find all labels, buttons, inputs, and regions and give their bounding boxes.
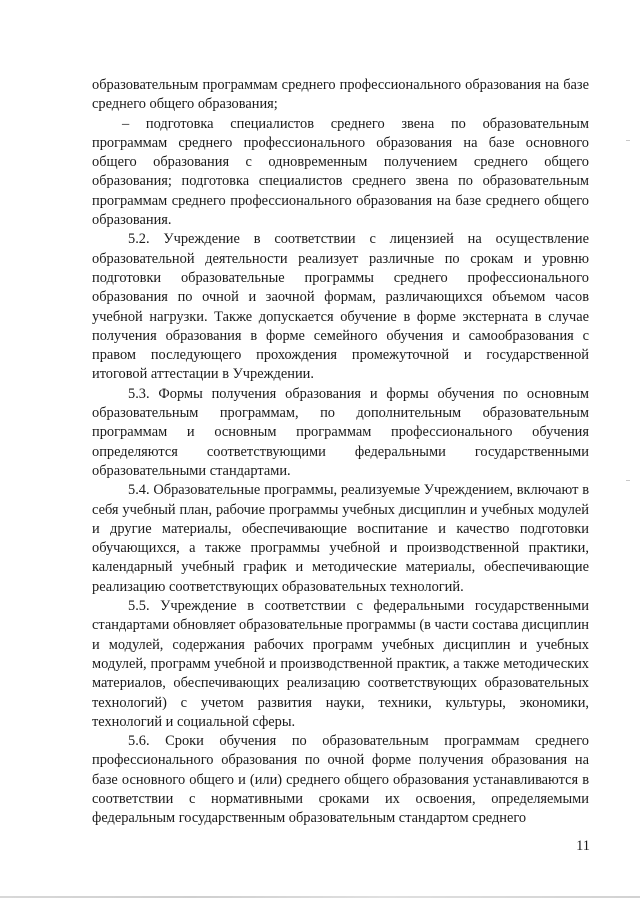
scan-edge-mark	[626, 480, 630, 481]
paragraph-5-4: 5.4. Образовательные программы, реализуемые Учреждением, включают в себя учебный план, рабочие программы учебных дисциплин и учебных модулей и другие материалы, обеспечивающие воспитание и качество подготовки обучающихся, а также программы учебной и производственной практики, календарный учебный график и методические материалы, обеспечивающие реализацию соответствующих образовательных технологий.	[92, 482, 589, 595]
paragraph-5-2: 5.2. Учреждение в соответствии с лицензией на осуществление образовательной деятельности реализует различные по срокам и уровню подготовки образовательные программы среднего профессионального образования по очной и заочной формам, различающихся объемом часов учебной нагрузки. Также допускается обучение в форме экстерната в случае получения образования в форме семейного обучения и самообразования с правом последующего прохождения промежуточной и государственной итоговой аттестации в Учреждении.	[92, 231, 589, 383]
paragraph-5-6: 5.6. Сроки обучения по образовательным программам среднего профессионального образования по очной форме получения образования на базе основного общего и (или) среднего общего образования устанавливаются в соответствии с нормативными сроками их освоения, определяемыми федеральным государственным образовательным стандартом среднего	[92, 733, 589, 827]
paragraph-continuation: образовательным программам среднего профессионального образования на базе среднего общего образования;	[92, 77, 589, 113]
paragraph-5-5: 5.5. Учреждение в соответствии с федеральными государственными стандартами обновляет образовательные программы (в части состава дисциплин и модулей, содержания рабочих программ учебных дисциплин и учебных модулей, программ учебной и производственной практик, а также методических материалов, обеспечивающих реализацию соответствующих образовательных технологий) с учетом развития науки, техники, культуры, экономики, технологий и социальной сферы.	[92, 598, 590, 730]
paragraph-list-item: – подготовка специалистов среднего звена по образовательным программам среднего профессионального образования на базе основного общего образования с одновременным получением среднего общего образования; подготовка специалистов среднего звена по образовательным программам среднего профессионального образования на базе среднего общего образования.	[92, 115, 589, 229]
page-number: 11	[576, 838, 590, 854]
scan-bottom-edge	[0, 896, 640, 898]
paragraph-5-3: 5.3. Формы получения образования и формы обучения по основным образовательным программам, по дополнительным образовательным программам и основным программам профессионального обучения определяются соответствующими федеральными государственными образовательными стандартами.	[92, 385, 589, 479]
document-body	[92, 76, 589, 829]
scan-edge-mark	[626, 140, 630, 141]
